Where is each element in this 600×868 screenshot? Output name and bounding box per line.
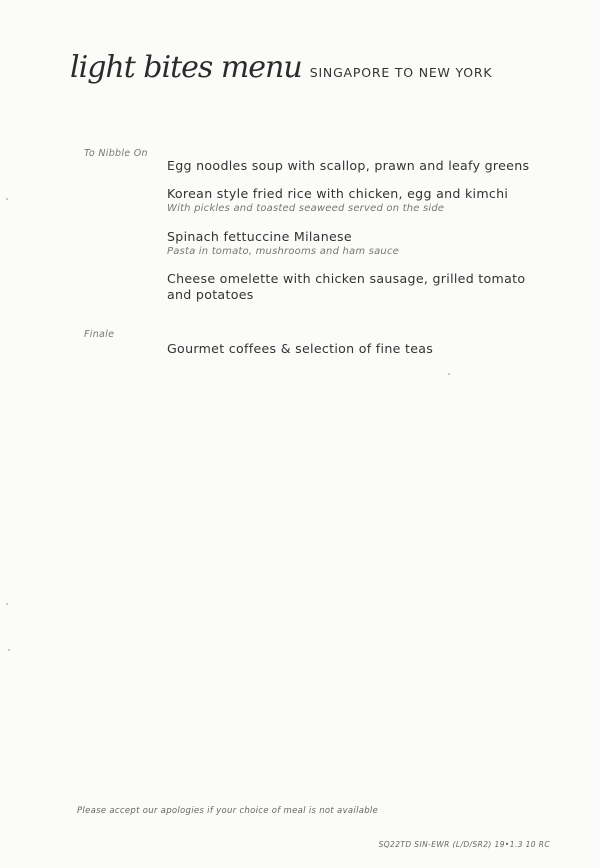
menu-item [167, 271, 537, 303]
route-title: SINGAPORE TO NEW YORK [309, 65, 493, 80]
paper-speck [8, 649, 10, 651]
dish-description: With pickles and toasted seaweed served on the side [167, 203, 445, 214]
menu-title: light bites menu [70, 50, 302, 85]
dish-name: Korean style fried rice with chicken, egg and kimchi [167, 186, 509, 201]
menu-item [167, 186, 537, 214]
paper-speck [6, 198, 8, 200]
menu-header [70, 50, 492, 85]
menu-code: SQ22TD SIN-EWR (L/D/SR2) 19•1.3 10 RC [378, 840, 550, 849]
dish-name: Cheese omelette with chicken sausage, grilled tomato and potatoes [167, 271, 526, 302]
menu-item [167, 341, 537, 357]
menu-item [167, 158, 537, 174]
section-label-to-nibble-on: To Nibble On [84, 148, 148, 159]
section-label-finale: Finale [84, 329, 115, 340]
paper-speck [448, 373, 450, 375]
menu-item [167, 229, 537, 257]
dish-name: Gourmet coffees & selection of fine teas [167, 341, 434, 356]
apology-note: Please accept our apologies if your choice of meal is not available [77, 806, 379, 816]
dish-description: Pasta in tomato, mushrooms and ham sauce [167, 246, 400, 257]
dish-name: Egg noodles soup with scallop, prawn and leafy greens [167, 158, 530, 173]
dish-name: Spinach fettuccine Milanese [167, 229, 352, 244]
paper-speck [6, 603, 8, 605]
